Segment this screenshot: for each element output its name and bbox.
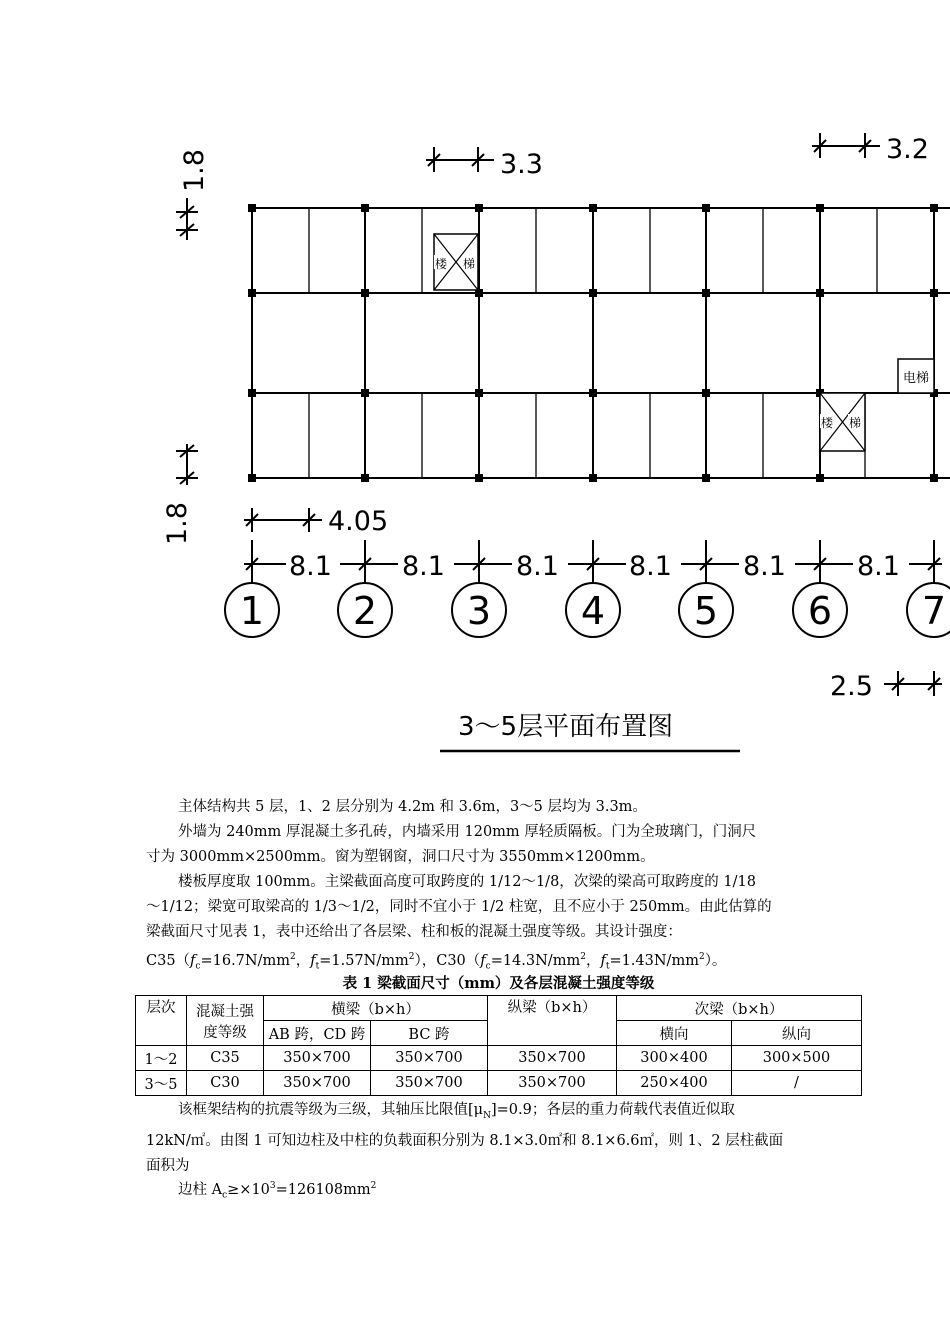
paragraph-3: 楼板厚度取 100mm。主梁截面高度可取跨度的 1/12～1/8，次梁的梁高可取跨度的 1/18 ～1/12；梁宽可取梁高的 1/3～1/2，同时不宜小于 1/2 柱宽，且不应小于 250mm。由此估算的 梁截面尺寸见表 1，表中还给出了各层梁、柱和板的混凝土强度等级。其设计强度： $C35(f_c=16.7N/mm^2$，$f_t=1.57N/mm^2$），$C30(f_c=14.3N/mm^2$，$f_t=1.43N/mm^2$）。 bbox=[146, 870, 810, 980]
paragraph-1: 主体结构共 5 层，1、2 层分别为 4.2m 和 3.6m，3～5 层均为 3.3m。 bbox=[178, 799, 647, 815]
dim-top-left bbox=[176, 198, 198, 240]
beam-section-table bbox=[135, 995, 862, 1096]
dim-top-right bbox=[812, 133, 880, 158]
header-transverse: 横梁（b×h） bbox=[264, 996, 488, 1021]
dim-bottom-left-label: 1.8 bbox=[162, 502, 193, 545]
dim-top-right-label: 3.2 bbox=[886, 134, 929, 165]
span-label-4: 8.1 bbox=[629, 551, 672, 582]
axis-label-1: 1 bbox=[239, 589, 265, 633]
stair-1 bbox=[434, 234, 478, 290]
dim-top-middle-label: 3.3 bbox=[500, 149, 543, 180]
axis-label-6: 6 bbox=[807, 589, 833, 633]
paragraph-4: 该框架结构的抗震等级为三级，其轴压比限值$[\mu_N]=0.9$；各层的重力荷载代表值近似取 12kN/㎡。由图 1 可知边柱及中柱的负载面积分别为 8.1×3.0㎡和 8.1×6.6㎡，则 1、2 层柱截面 面积为 bbox=[146, 1102, 784, 1174]
dim-top-left-label: 1.8 bbox=[179, 149, 210, 192]
dim-top-middle bbox=[426, 147, 494, 172]
table-row: 3～5 C30 350×700 350×700 350×700 250×400 / bbox=[136, 1071, 862, 1096]
table-row: 1～2 C35 350×700 350×700 350×700 300×400 300×500 bbox=[136, 1046, 862, 1071]
span-label-5: 8.1 bbox=[743, 551, 786, 582]
design-strength-line: $C35(f_c=16.7N/mm^2$，$f_t=1.57N/mm^2$），$C30(f_c=14.3N/mm^2$，$f_t=1.43N/mm^2$）。 bbox=[146, 952, 727, 972]
stair-1-label-b: 梯 bbox=[462, 257, 476, 271]
axis-bubbles bbox=[225, 583, 950, 637]
header-sec-longitudinal: 纵向 bbox=[732, 1021, 862, 1046]
dim-half-span-label: 4.05 bbox=[328, 506, 389, 537]
elevator bbox=[898, 359, 934, 393]
axis-label-7: 7 bbox=[921, 589, 947, 633]
span-label-2: 8.1 bbox=[402, 551, 445, 582]
stair-2-label-b: 梯 bbox=[848, 416, 862, 430]
header-bc: BC 跨 bbox=[371, 1021, 488, 1046]
span-label-3: 8.1 bbox=[516, 551, 559, 582]
dim-bottom-right-label: 2.5 bbox=[830, 671, 873, 702]
header-floor: 层次 bbox=[136, 996, 187, 1046]
paragraph-5: 边柱 $A_c\ge\times 10^3=126108mm^2$ bbox=[178, 1181, 377, 1201]
table-caption: 表 1 梁截面尺寸（mm）及各层混凝土强度等级 bbox=[342, 975, 655, 992]
dim-spans bbox=[244, 540, 942, 583]
axis-label-4: 4 bbox=[580, 589, 606, 633]
figure-title: 3～5层平面布置图 bbox=[458, 712, 674, 742]
header-grade: 混凝土强 度等级 bbox=[187, 996, 264, 1046]
axis-label-3: 3 bbox=[466, 589, 492, 633]
header-secondary: 次梁（b×h） bbox=[617, 996, 862, 1021]
stair-1-label-a: 楼 bbox=[434, 257, 448, 271]
span-label-6: 8.1 bbox=[857, 551, 900, 582]
stair-2-label-a: 楼 bbox=[820, 416, 834, 430]
span-label-1: 8.1 bbox=[289, 551, 332, 582]
axis-label-5: 5 bbox=[693, 589, 719, 633]
dim-bottom-right bbox=[884, 671, 942, 696]
header-sec-transverse: 横向 bbox=[617, 1021, 732, 1046]
elevator-label: 电梯 bbox=[902, 371, 930, 386]
axis-label-2: 2 bbox=[352, 589, 378, 633]
dim-bottom-left bbox=[176, 444, 198, 485]
header-longitudinal: 纵梁（b×h） bbox=[488, 996, 617, 1046]
paragraph-2: 外墙为 240mm 厚混凝土多孔砖，内墙采用 120mm 厚轻质隔板。门为全玻璃门，门洞尺 寸为 3000mm×2500mm。窗为塑钢窗，洞口尺寸为 3550mm×1200mm。 bbox=[146, 824, 757, 865]
header-ab-cd: AB 跨，CD 跨 bbox=[264, 1021, 371, 1046]
stair-2 bbox=[820, 393, 865, 451]
dim-half-span bbox=[244, 508, 322, 532]
